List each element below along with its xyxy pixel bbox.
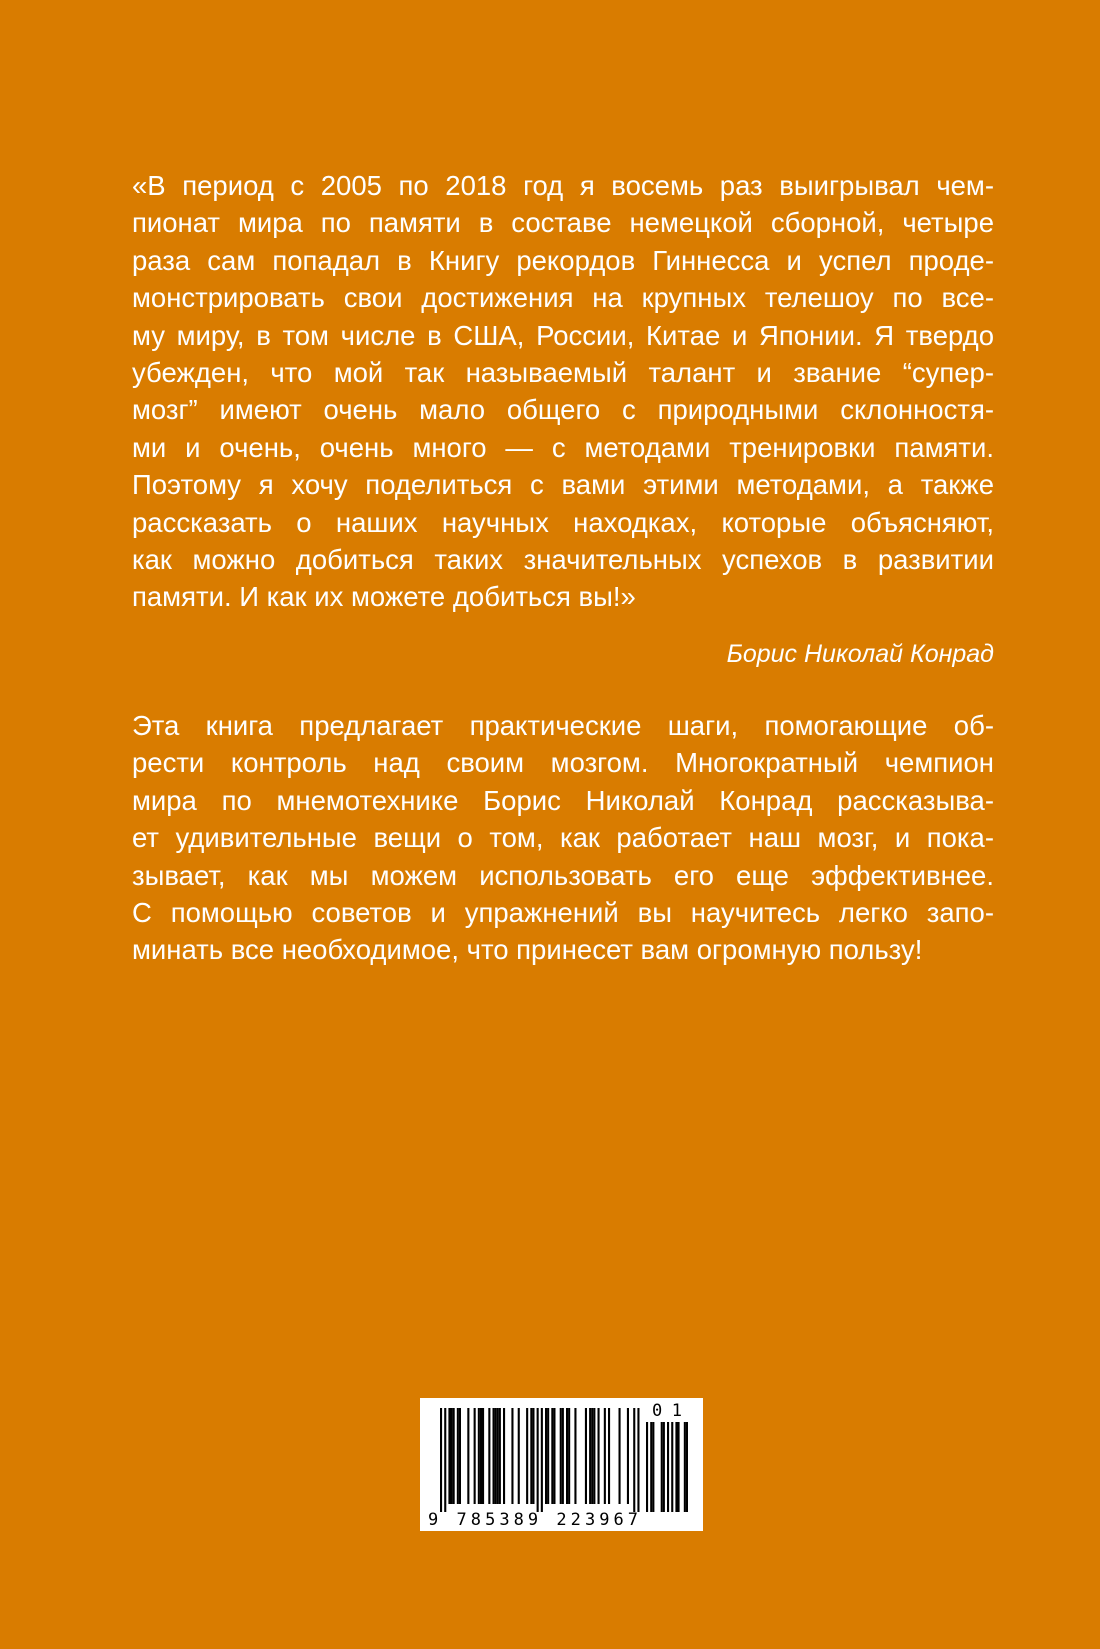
barcode-bar: [591, 1408, 593, 1504]
barcode-bar: [585, 1408, 587, 1504]
barcode-bar: [457, 1408, 459, 1504]
barcode-bar: [493, 1408, 495, 1504]
barcode-bar: [551, 1408, 553, 1504]
barcode-number: 9 785389 223967: [428, 1510, 638, 1530]
description-line: мира по мнемотехнике Борис Николай Конрад рассказыва-: [132, 784, 994, 816]
description-line: рести контроль над своим мозгом. Многократный чемпион: [132, 747, 994, 779]
barcode-bar: [478, 1408, 480, 1504]
barcode-bar: [440, 1408, 442, 1512]
description-paragraph: [132, 707, 994, 969]
barcode-bar: [547, 1408, 549, 1504]
barcode-addon-bar: [678, 1422, 680, 1512]
quote-line: как можно добиться таких значительных успехов в развитии: [132, 544, 994, 576]
barcode-addon-bar: [650, 1422, 652, 1512]
barcode-graphic: [420, 1398, 703, 1531]
barcode-addon-bar: [667, 1422, 669, 1512]
barcode-bar: [598, 1408, 600, 1504]
description-line: Эта книга предлагает практические шаги, помогающие об-: [132, 710, 994, 741]
barcode-bar: [526, 1408, 528, 1504]
barcode-bar: [637, 1408, 639, 1512]
barcode-bar: [503, 1408, 505, 1504]
barcode-bar: [488, 1408, 490, 1504]
barcode-addon-bar: [646, 1422, 648, 1512]
description-line: зывает, как мы можем использовать его еще эффективнее.: [132, 859, 994, 891]
barcode-addon-number: 01: [652, 1401, 682, 1421]
quote-line: раза сам попадал в Книгу рекордов Гиннесса и успел проде-: [132, 244, 994, 276]
quote-line: мозг” имеют очень мало общего с природными склонностя-: [132, 394, 994, 426]
barcode-bar: [448, 1408, 450, 1504]
barcode-bar: [589, 1408, 591, 1504]
barcode-bar: [537, 1408, 539, 1512]
barcode-bar: [511, 1408, 513, 1504]
barcode-bar: [459, 1408, 461, 1504]
barcode-bar: [553, 1408, 555, 1504]
barcode-bar: [467, 1408, 469, 1504]
barcode-bar: [593, 1408, 595, 1504]
barcode-addon-bar: [671, 1422, 673, 1512]
quote-author: Борис Николай Конрад: [726, 640, 994, 668]
barcode-bar: [530, 1408, 532, 1504]
barcode-bar: [574, 1408, 576, 1504]
barcode-bar: [480, 1408, 482, 1504]
description-line: С помощью советов и упражнений вы научитесь легко запо-: [132, 897, 994, 929]
quote-line: «В период с 2005 по 2018 год я восемь раз выигрывал чем-: [132, 170, 994, 201]
barcode-addon-bar: [652, 1422, 654, 1512]
barcode-bar: [499, 1408, 501, 1504]
description-line: ет удивительные вещи о том, как работает наш мозг, и пока-: [132, 822, 994, 854]
author-quote: [132, 167, 994, 616]
quote-line: памяти. И как их можете добиться вы!»: [132, 581, 636, 613]
barcode-addon-bar: [684, 1422, 686, 1512]
barcode-bar: [453, 1408, 455, 1504]
description-line: минать все необходимое, что принесет вам огромную пользу!: [132, 934, 923, 966]
barcode-addon-bar: [663, 1422, 665, 1512]
quote-line: ми и очень, очень много — с методами тренировки памяти.: [132, 431, 994, 463]
quote-line: пионат мира по памяти в составе немецкой сборной, четыре: [132, 207, 994, 239]
quote-line: му миру, в том числе в США, России, Китае и Японии. Я твердо: [132, 319, 994, 351]
barcode-addon-bar: [686, 1422, 688, 1512]
barcode-addon-bar: [661, 1422, 663, 1512]
quote-line: рассказать о наших научных находках, которые объясняют,: [132, 506, 994, 538]
barcode-bar: [444, 1408, 446, 1512]
isbn-barcode: [420, 1398, 703, 1531]
book-description: [132, 707, 994, 969]
barcode-bar: [451, 1408, 453, 1504]
barcode-bar: [474, 1408, 476, 1504]
barcode-bar: [497, 1408, 499, 1504]
quote-line: монстрировать свои достижения на крупных телешоу по все-: [132, 282, 994, 314]
barcode-bar: [545, 1408, 547, 1504]
barcode-bar: [495, 1408, 497, 1504]
barcode-bar: [566, 1408, 568, 1504]
quote-line: убежден, что мой так называемый талант и звание “супер-: [132, 357, 994, 389]
barcode-bar: [560, 1408, 562, 1504]
quote-paragraph: [132, 167, 994, 616]
barcode-bar: [518, 1408, 520, 1504]
barcode-bar: [541, 1408, 543, 1512]
barcode-bar: [633, 1408, 635, 1512]
barcode-bar: [604, 1408, 606, 1504]
barcode-bar: [627, 1408, 629, 1504]
barcode-addon-bar: [675, 1422, 677, 1512]
barcode-bar: [482, 1408, 484, 1504]
barcode-bar: [608, 1408, 610, 1504]
barcode-bar: [619, 1408, 621, 1504]
barcode-bar: [568, 1408, 570, 1504]
barcode-bar: [532, 1408, 534, 1504]
barcode-bar: [562, 1408, 564, 1504]
quote-line: Поэтому я хочу поделиться с вами этими методами, а также: [132, 469, 994, 501]
